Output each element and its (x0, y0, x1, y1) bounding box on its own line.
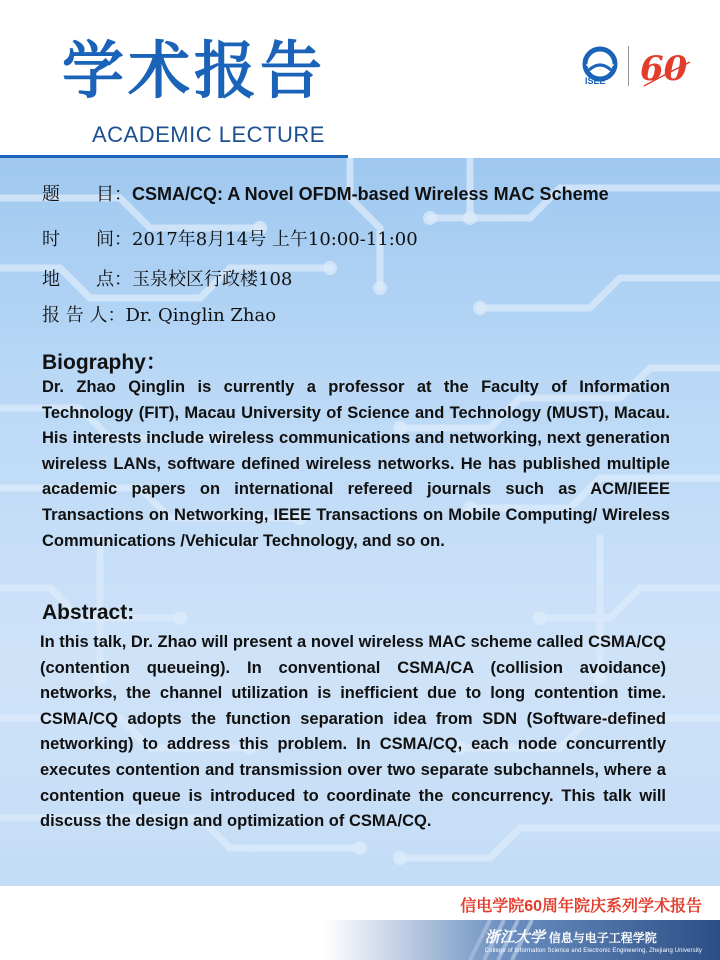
place-label: 地 点： (42, 269, 132, 290)
time-row (42, 225, 418, 251)
lecture-series-caption: 信电学院60周年院庆系列学术报告 (460, 898, 702, 915)
topic-row (42, 180, 609, 206)
sixty-anniversary-logo (636, 44, 694, 92)
logo-divider (628, 46, 629, 86)
svg-text:60: 60 (640, 49, 688, 89)
zju-name: 浙江大学 (484, 928, 545, 946)
place-row (42, 265, 292, 291)
time-label: 时 间： (42, 229, 132, 250)
topic-label: 题 目： (42, 184, 132, 205)
biography-text: Dr. Zhao Qinglin is currently a professor at the Faculty of Information Technology (FIT), Macau University of Science and Technology (MUST), Macau. His interests include wireless communications and networking, next generation wireless LANs, software defined wireless networks. He has published multiple academic papers on international refereed journals such as ACM/IEEE Transactions on Networking, IEEE Transactions on Mobile Computing/ Wireless Communications /Vehicular Technology, and so on. (42, 378, 670, 550)
topic-value: CSMA/CQ: A Novel OFDM-based Wireless MAC Scheme (132, 184, 609, 204)
zju-college-logo (485, 926, 702, 954)
college-name-en: College of Information Science and Electronic Engineering, Zhejiang University (484, 948, 702, 954)
abstract-text: In this talk, Dr. Zhao will present a novel wireless MAC scheme called CSMA/CQ (contention queueing). In conventional CSMA/CA (collision avoidance) networks, the channel utilization is inefficient due to long contention time. CSMA/CQ adopts the function separation idea from SDN (Software-defined networking) to address this problem. In CSMA/CQ, each node concurrently executes contention and transmission over two separate subchannels, where a contention queue is introduced to coordinate the concurrency. This talk will discuss the design and optimization of CSMA/CQ. (40, 633, 666, 831)
page-title-en: ACADEMIC LECTURE (92, 122, 325, 147)
speaker-value: Dr. Qinglin Zhao (125, 305, 277, 326)
speaker-label: 报 告 人： (42, 305, 126, 326)
abstract-heading: Abstract: (42, 601, 135, 624)
college-name: 信息与电子工程学院 (548, 931, 657, 945)
isee-logo-text: ISEE (585, 76, 606, 86)
time-value: 2017年8月14号 上午10:00-11:00 (132, 229, 418, 250)
place-value: 玉泉校区行政楼108 (132, 269, 293, 290)
biography-heading: Biography： (42, 351, 167, 374)
page-title-cn: 学术报告 (62, 34, 327, 107)
speaker-row (42, 301, 276, 327)
